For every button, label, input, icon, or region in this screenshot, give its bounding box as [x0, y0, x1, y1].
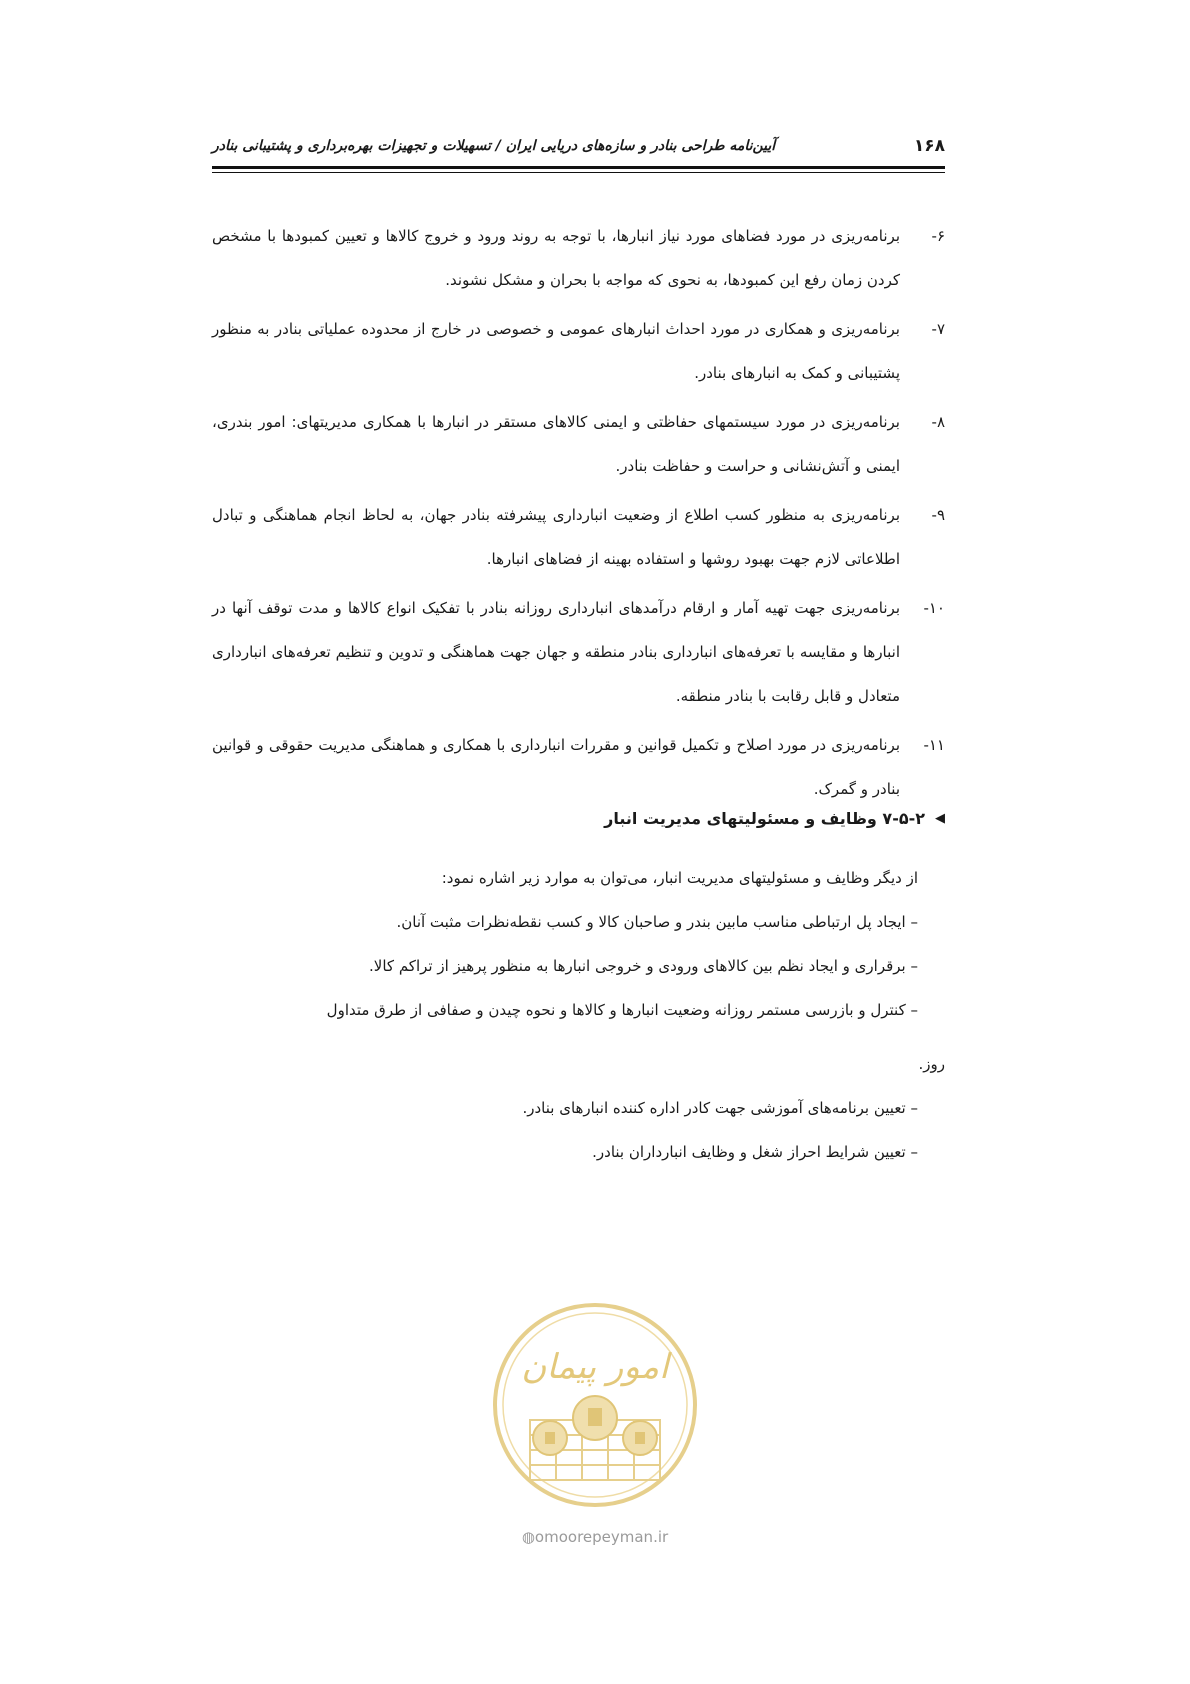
item-number: ۸-	[931, 413, 945, 431]
section-title-text: وظایف و مسئولیتهای مدیریت انبار	[604, 808, 877, 828]
running-header	[212, 128, 945, 164]
list-item	[212, 586, 945, 718]
item-text: برنامه‌ریزی در مورد فضاهای مورد نیاز انبارها، با توجه به روند ورود و خروج کالاها و تعیین کمبودها با مشخص کردن زمان رفع این کمبودها، به نحوی که مواجه با بحران و مشکل نشوند.	[212, 227, 900, 289]
header-rule-thin	[212, 172, 945, 173]
bullet-continuation: روز.	[918, 1055, 945, 1073]
page-number: ۱۶۸	[913, 136, 945, 156]
item-text: برنامه‌ریزی در مورد اصلاح و تکمیل قوانین و مقررات انبارداری با همکاری و هماهنگی مدیریت حقوقی و قوانین بنادر و گمرک.	[212, 736, 900, 798]
item-text: برنامه‌ریزی و همکاری در مورد احداث انبارهای عمومی و خصوصی در خارج از محدوده عملیاتی بنادر به منظور پشتیبانی و کمک به انبارهای بنادر.	[212, 320, 900, 382]
list-item	[212, 723, 945, 811]
list-item	[212, 214, 945, 302]
item-number: ۹-	[931, 506, 945, 524]
item-number: ۶-	[931, 227, 945, 245]
section-intro: از دیگر وظایف و مسئولیتهای مدیریت انبار، می‌توان به موارد زیر اشاره نمود:	[441, 869, 918, 887]
bullet-item: – برقراری و ایجاد نظم بین کالاهای ورودی و خروجی انبارها به منظور پرهیز از تراکم کالا.	[369, 957, 918, 975]
item-text: برنامه‌ریزی به منظور کسب اطلاع از وضعیت انبارداری پیشرفته بنادر جهان، به لحاظ انجام هماهنگی و تبادل اطلاعاتی لازم جهت بهبود روشها و استفاده بهینه از فضاهای انبارها.	[212, 506, 900, 568]
item-number: ۷-	[931, 320, 945, 338]
section-title	[604, 809, 925, 828]
watermark-url-text: omoorepeyman.ir	[534, 1528, 669, 1546]
section-body	[212, 856, 945, 1174]
globe-icon: ◍	[521, 1528, 535, 1546]
numbered-list	[212, 214, 945, 816]
watermark-url	[480, 1528, 710, 1546]
list-item	[212, 493, 945, 581]
section-heading	[540, 800, 945, 836]
sub-bullet-item: – تعیین برنامه‌های آموزشی جهت کادر اداره کننده انبارهای بنادر.	[522, 1099, 918, 1117]
triangle-bullet-icon: ◀	[935, 810, 945, 826]
list-item	[212, 400, 945, 488]
header-rule	[212, 166, 945, 169]
bullet-item: – کنترل و بازرسی مستمر روزانه وضعیت انبارها و کالاها و نحوه چیدن و صفافی از طرق متداول	[326, 1001, 918, 1019]
bullet-item: – ایجاد پل ارتباطی مناسب مابین بندر و صاحبان کالا و کسب نقطه‌نظرات مثبت آنان.	[396, 913, 918, 931]
item-text: برنامه‌ریزی جهت تهیه آمار و ارقام درآمدهای انبارداری روزانه بنادر با تفکیک انواع کالاها و مدت توقف آنها در انبارها و مقایسه با تعرفه‌های انبارداری بنادر منطقه و جهان جهت هماهنگی و تدوین و تنظیم تعرفه‌های انبارداری متعادل و قابل رقابت با بنادر منطقه.	[212, 599, 900, 705]
item-number: ۱۱-	[923, 736, 945, 754]
list-item	[212, 307, 945, 395]
gear-scale-logo-icon	[490, 1300, 700, 1510]
item-number: ۱۰-	[923, 599, 945, 617]
section-number: ۷-۵-۲	[882, 808, 925, 828]
running-title: آیین‌نامه طراحی بنادر و سازه‌های دریایی ایران / تسهیلات و تجهیزات بهره‌برداری و پشتیبانی بنادر	[212, 138, 776, 154]
logo-text: امور پیمان	[521, 1347, 669, 1387]
item-text: برنامه‌ریزی در مورد سیستمهای حفاظتی و ایمنی کالاهای مستقر در انبارها با همکاری مدیریتهای: امور بندری، ایمنی و آتش‌نشانی و حراست و حفاظت بنادر.	[212, 413, 900, 475]
sub-bullet-item: – تعیین شرایط احراز شغل و وظایف انبارداران بنادر.	[592, 1143, 918, 1161]
